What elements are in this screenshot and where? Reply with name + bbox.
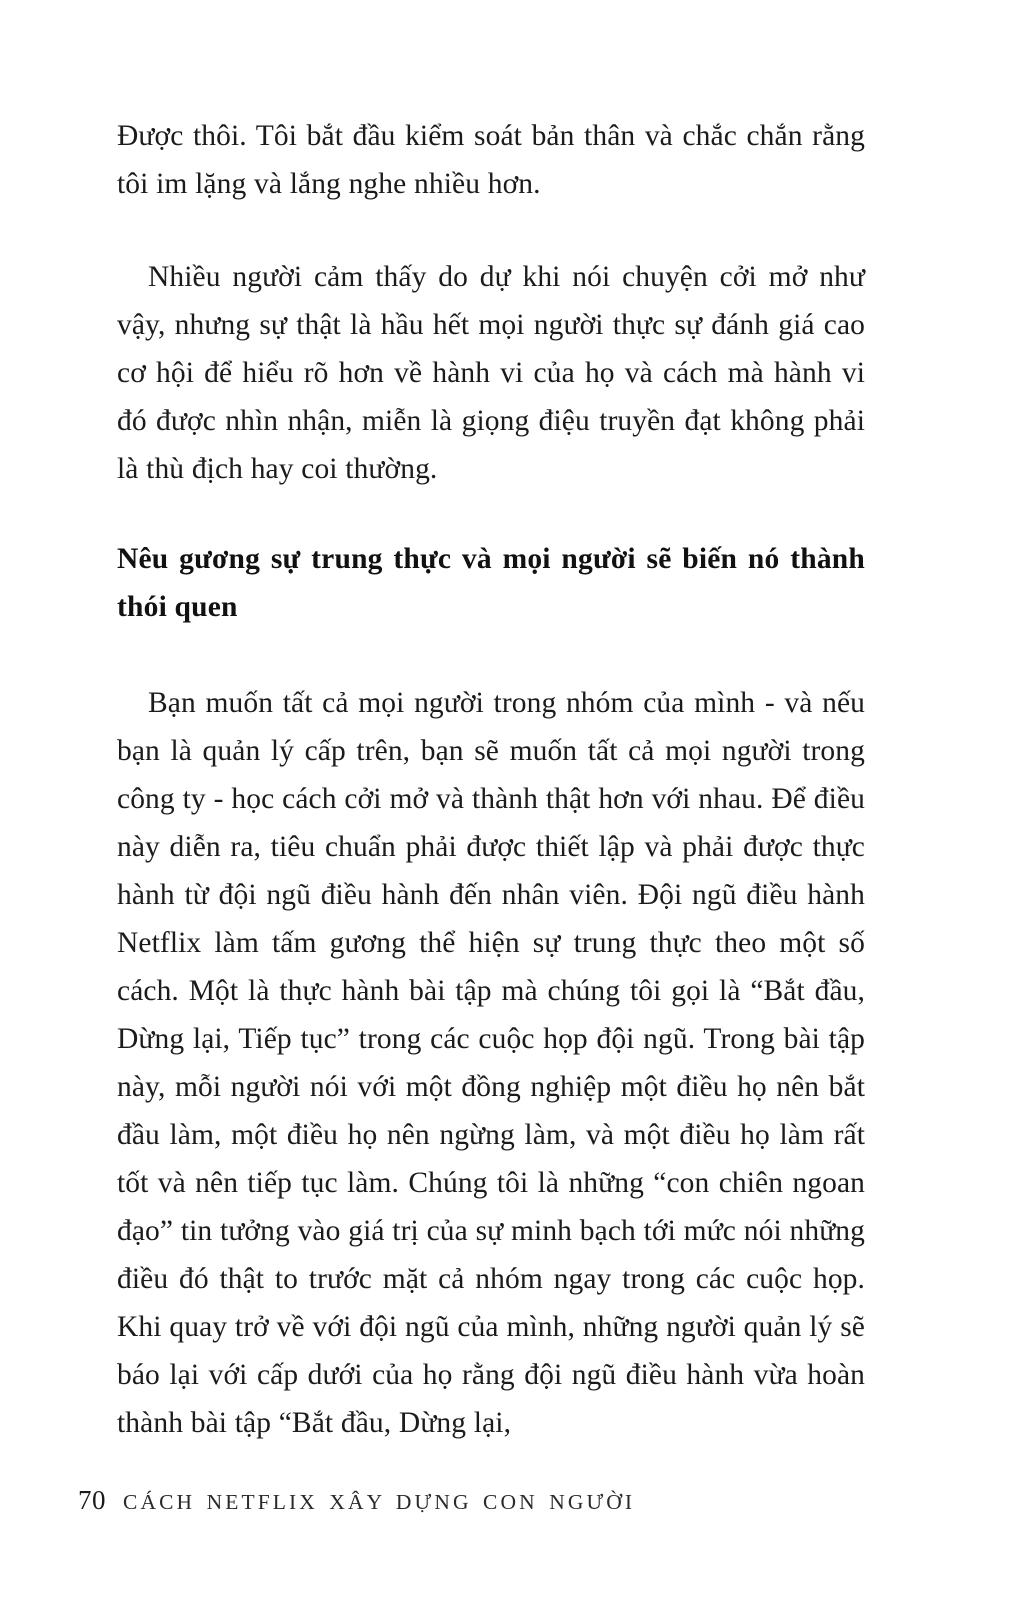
page-number: 70: [78, 1485, 106, 1515]
running-head: CÁCH NETFLIX XÂY DỰNG CON NGƯỜI: [123, 1490, 636, 1514]
page-footer: [78, 1484, 978, 1518]
text-column: [117, 112, 865, 1447]
paragraph-opening: Được thôi. Tôi bắt đầu kiểm soát bản thân và chắc chắn rằng tôi im lặng và lắng nghe nhiều hơn.: [117, 120, 865, 200]
paragraph-openness: Nhiều người cảm thấy do dự khi nói chuyện cởi mở như vậy, nhưng sự thật là hầu hết mọi người thực sự đánh giá cao cơ hội để hiểu rõ hơn về hành vi của họ và cách mà hành vi đó được nhìn nhận, miễn là giọng điệu truyền đạt không phải là thù địch hay coi thường.: [117, 261, 865, 485]
section-heading: Nêu gương sự trung thực và mọi người sẽ biến nó thành thói quen: [117, 543, 865, 623]
section-heading-block: [117, 535, 865, 631]
paragraph-main: Bạn muốn tất cả mọi người trong nhóm của mình - và nếu bạn là quản lý cấp trên, bạn sẽ muốn tất cả mọi người trong công ty - học cách cởi mở và thành thật hơn với nhau. Để điều này diễn ra, tiêu chuẩn phải được thiết lập và phải được thực hành từ đội ngũ điều hành đến nhân viên. Đội ngũ điều hành Netflix làm tấm gương thể hiện sự trung thực theo một số cách. Một là thực hành bài tập mà chúng tôi gọi là “Bắt đầu, Dừng lại, Tiếp tục” trong các cuộc họp đội ngũ. Trong bài tập này, mỗi người nói với một đồng nghiệp một điều họ nên bắt đầu làm, một điều họ nên ngừng làm, và một điều họ làm rất tốt và nên tiếp tục làm. Chúng tôi là những “con chiên ngoan đạo” tin tưởng vào giá trị của sự minh bạch tới mức nói những điều đó thật to trước mặt cả nhóm ngay trong các cuộc họp. Khi quay trở về với đội ngũ của mình, những người quản lý sẽ báo lại với cấp dưới của họ rằng đội ngũ điều hành vừa hoàn thành bài tập “Bắt đầu, Dừng lại,: [117, 687, 865, 1439]
